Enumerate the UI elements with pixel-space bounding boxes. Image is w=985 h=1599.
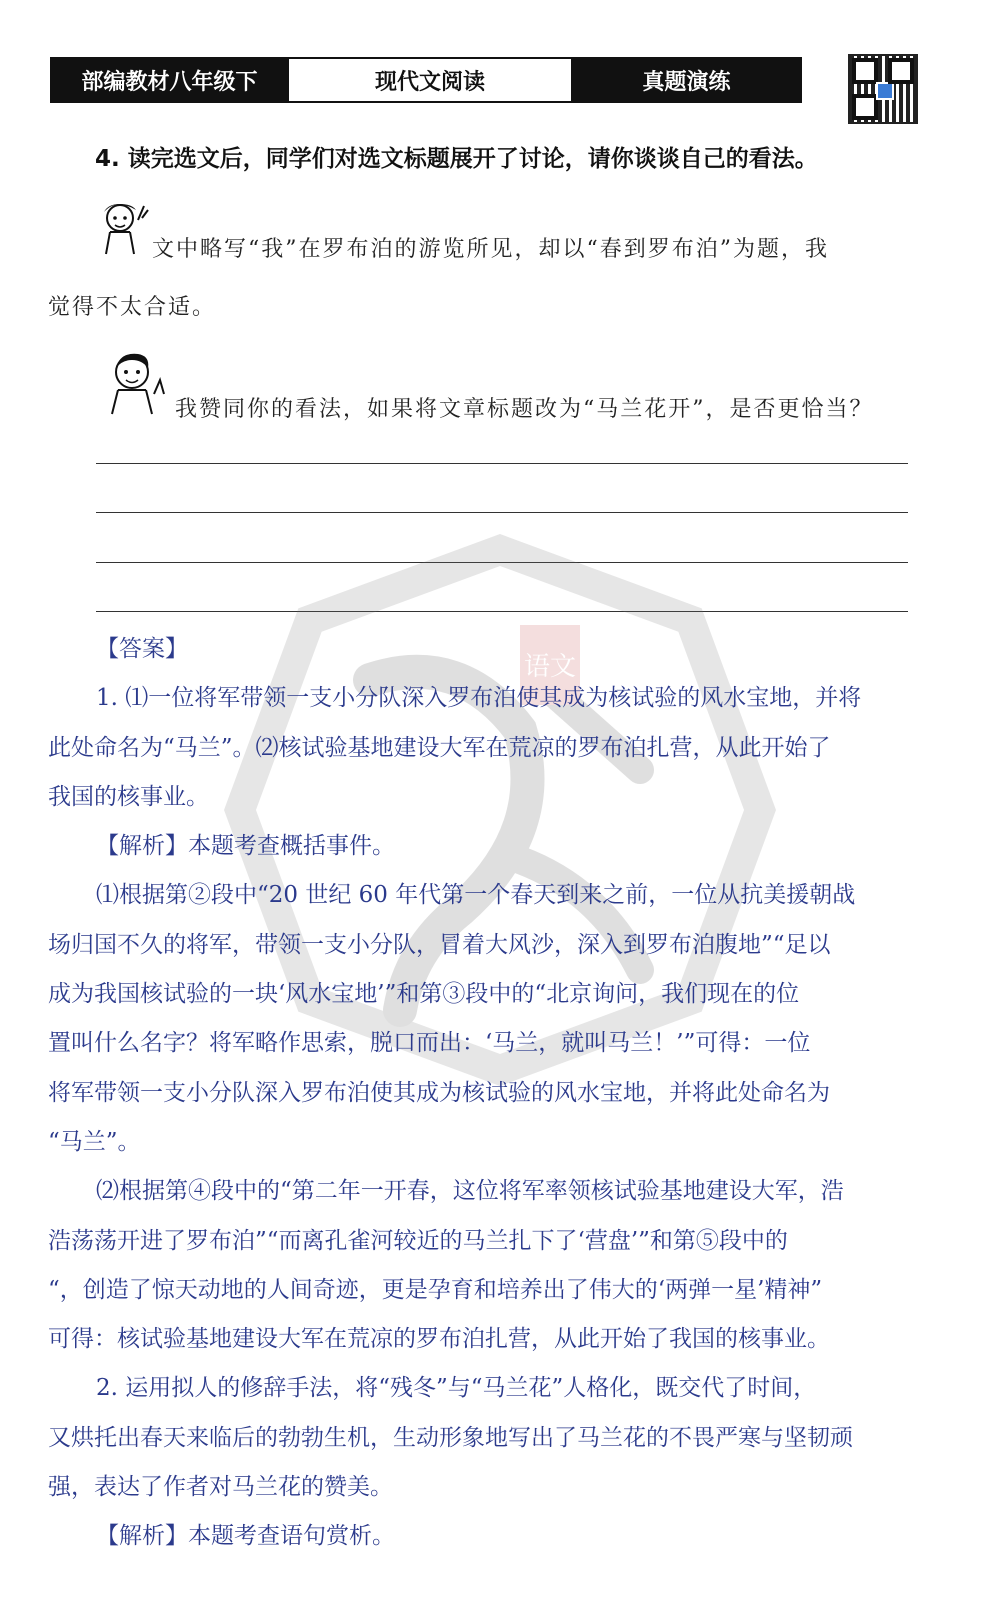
girl-dialog-line-1: 文中略写“我”在罗布泊的游览所见，却以“春到罗布泊”为题，我 (152, 237, 829, 262)
header-section-title: 现代文阅读 (287, 59, 573, 101)
answer-line: 将军带领一支小分队深入罗布泊使其成为核试验的风水宝地，并将此处命名为 (48, 1079, 830, 1106)
answer-line: 【解析】本题考查语句赏析。 (96, 1523, 395, 1550)
answer-line: “，创造了惊天动地的人间奇迹，更是孕育和培养出了伟大的‘两弹一星’精神” (48, 1276, 823, 1303)
answer-heading: 【答案】 (96, 636, 188, 662)
answer-line: “马兰”。 (48, 1128, 141, 1155)
girl-dialog-line-2: 觉得不太合适。 (48, 295, 217, 320)
answer-blank-line[interactable] (96, 611, 908, 612)
answer-blank-line[interactable] (96, 512, 908, 513)
question-4: 4. 读完选文后，同学们对选文标题展开了讨论，请你谈谈自己的看法。 (95, 146, 818, 172)
girl-avatar-icon (96, 198, 152, 256)
answer-line: ⑵根据第④段中的“第二年一开春，这位将军率领核试验基地建设大军，浩 (96, 1178, 844, 1205)
answer-line: 我国的核事业。 (48, 783, 209, 810)
boy-dialog-line: 我赞同你的看法，如果将文章标题改为“马兰花开”，是否更恰当？ (175, 397, 874, 422)
watermark-seal-text: 语文 (523, 652, 577, 682)
answer-line: 【解析】本题考查概括事件。 (96, 833, 395, 860)
answer-line: 2. 运用拟人的修辞手法，将“残冬”与“马兰花”人格化，既交代了时间， (96, 1375, 817, 1402)
answer-blank-line[interactable] (96, 562, 908, 563)
answer-line: 1. ⑴一位将军带领一支小分队深入罗布泊使其成为核试验的风水宝地，并将 (96, 685, 862, 712)
answer-line: 场归国不久的将军，带领一支小分队，冒着大风沙，深入到罗布泊腹地”“足以 (48, 931, 831, 958)
page-header (50, 57, 802, 103)
answer-line: 成为我国核试验的一块‘风水宝地’”和第③段中的“北京询问，我们现在的位 (48, 981, 800, 1008)
answer-blank-line[interactable] (96, 463, 908, 464)
boy-avatar-icon (104, 350, 168, 416)
header-grade-label: 部编教材八年级下 (52, 59, 287, 101)
answer-line: 又烘托出春天来临后的勃勃生机，生动形象地写出了马兰花的不畏严寒与坚韧顽 (48, 1424, 853, 1451)
answer-section (48, 625, 928, 1562)
answer-line: ⑴根据第②段中“20 世纪 60 年代第一个春天到来之前，一位从抗美援朝战 (96, 882, 856, 909)
answer-line: 浩荡荡开进了罗布泊”“而离孔雀河较近的马兰扎下了‘营盘’”和第⑤段中的 (48, 1227, 788, 1254)
qr-code-icon (848, 54, 918, 124)
answer-line: 强，表达了作者对马兰花的赞美。 (48, 1474, 393, 1501)
answer-line: 置叫什么名字？将军略作思索，脱口而出：‘马兰，就叫马兰！’”可得：一位 (48, 1030, 811, 1057)
answer-line: 可得：核试验基地建设大军在荒凉的罗布泊扎营，从此开始了我国的核事业。 (48, 1326, 830, 1353)
header-practice-label: 真题演练 (573, 59, 800, 101)
answer-line: 此处命名为“马兰”。⑵核试验基地建设大军在荒凉的罗布泊扎营，从此开始了 (48, 734, 831, 761)
